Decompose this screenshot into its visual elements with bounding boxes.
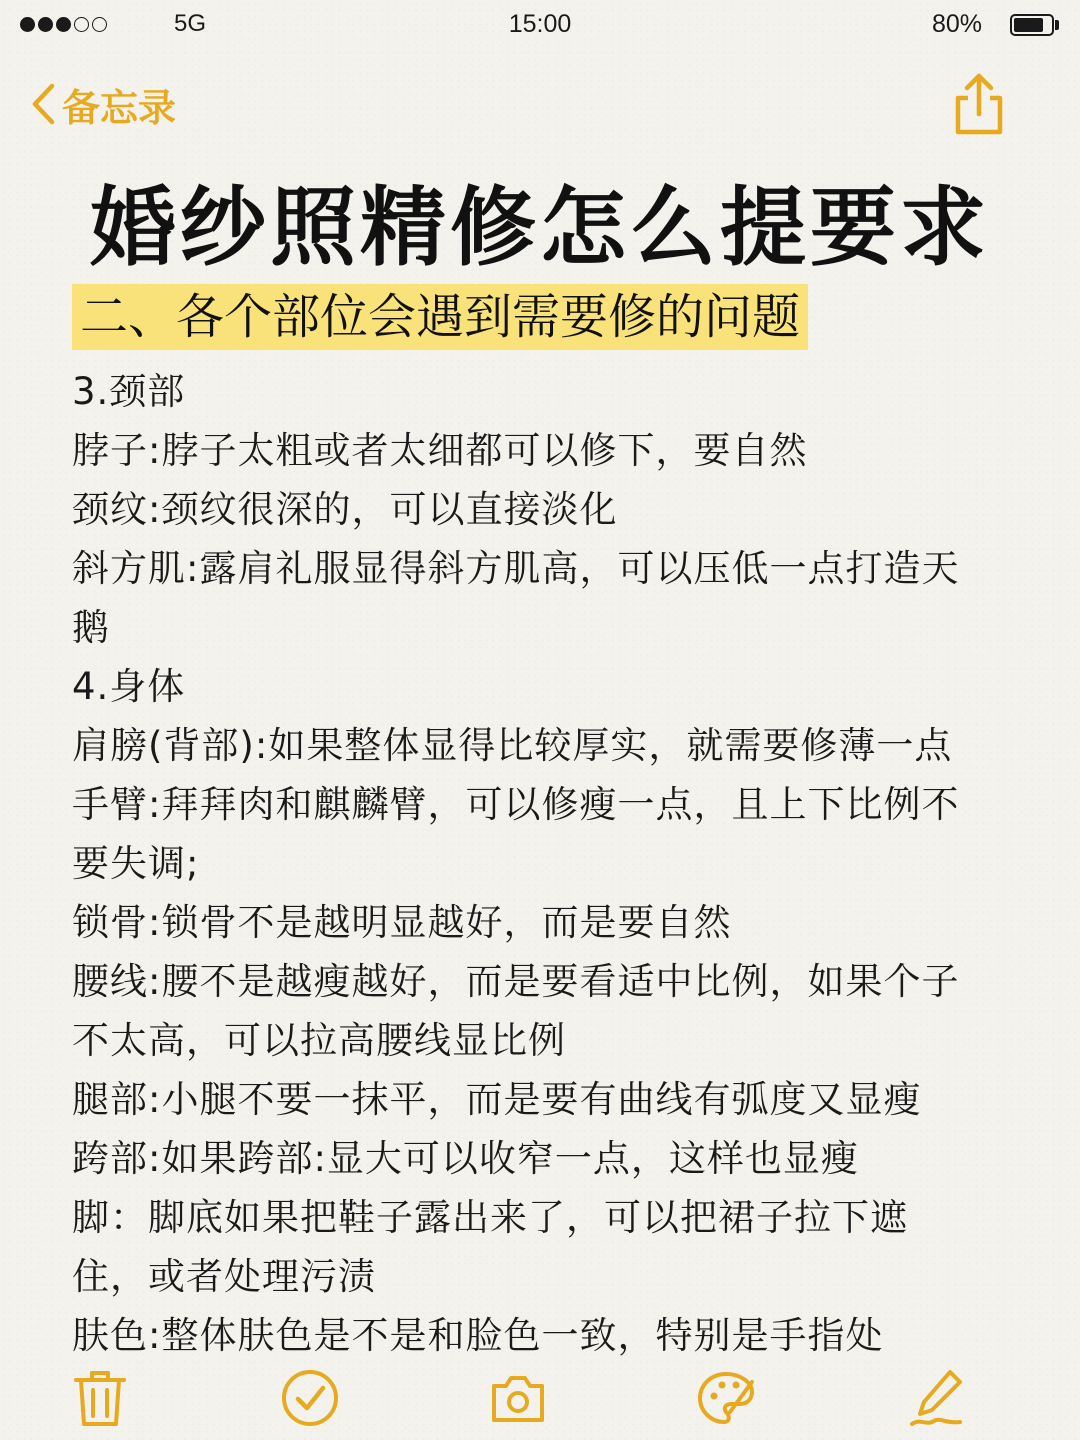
note-line: 不太高，可以拉高腰线显比例	[72, 1019, 566, 1062]
compose-icon	[906, 1366, 966, 1430]
status-time: 15:00	[508, 10, 572, 38]
back-button[interactable]	[30, 78, 176, 130]
note-line: 4.身体	[72, 665, 186, 708]
share-button[interactable]	[950, 72, 1008, 136]
note-line: 斜方肌:露肩礼服显得斜方肌高，可以压低一点打造天	[72, 547, 960, 590]
note-line: 肤色:整体肤色是不是和脸色一致，特别是手指处	[72, 1314, 884, 1357]
note-line: 腿部:小腿不要一抹平，而是要有曲线有弧度又显瘦	[72, 1078, 922, 1121]
bottom-toolbar	[0, 1366, 1080, 1430]
note-line: 住，或者处理污渍	[72, 1255, 376, 1298]
section-heading: 二、各个部位会遇到需要修的问题	[72, 284, 808, 350]
network-type: 5G	[174, 10, 207, 37]
note-line: 锁骨:锁骨不是越明显越好，而是要自然	[72, 901, 732, 944]
note-title: 婚纱照精修怎么提要求	[90, 178, 990, 278]
camera-icon	[488, 1366, 548, 1430]
note-line: 要失调;	[72, 842, 200, 885]
note-line: 跨部:如果跨部:显大可以收窄一点，这样也显瘦	[72, 1137, 859, 1180]
compose-button[interactable]	[906, 1366, 966, 1430]
note-line: 肩膀(背部):如果整体显得比较厚实，就需要修薄一点	[72, 724, 953, 767]
camera-button[interactable]	[488, 1366, 548, 1430]
markup-button[interactable]	[696, 1366, 756, 1430]
battery-tip	[1055, 20, 1059, 30]
note-line: 腰线:腰不是越瘦越好，而是要看适中比例，如果个子	[72, 960, 960, 1003]
note-line: 3.颈部	[72, 370, 186, 413]
share-icon	[950, 72, 1008, 136]
delete-button[interactable]	[70, 1366, 130, 1430]
markup-icon	[696, 1366, 756, 1430]
back-label: 备忘录	[62, 85, 177, 130]
status-bar	[0, 0, 1080, 52]
checklist-button[interactable]	[280, 1366, 340, 1430]
note-line: 颈纹:颈纹很深的，可以直接淡化	[72, 488, 618, 531]
note-line: 脖子:脖子太粗或者太细都可以修下，要自然	[72, 429, 808, 472]
battery-percentage: 80%	[931, 10, 982, 38]
note-line: 手臂:拜拜肉和麒麟臂，可以修瘦一点，且上下比例不	[72, 783, 960, 826]
note-line: 鹅	[72, 606, 110, 649]
note-line: 脚：脚底如果把鞋子露出来了，可以把裙子拉下遮	[72, 1196, 908, 1239]
battery-icon	[1010, 14, 1054, 36]
trash-icon	[70, 1366, 130, 1430]
battery-fill	[1014, 18, 1043, 32]
chevron-left-icon	[30, 82, 56, 126]
note-body[interactable]	[72, 362, 1042, 1365]
checklist-icon	[280, 1366, 340, 1430]
